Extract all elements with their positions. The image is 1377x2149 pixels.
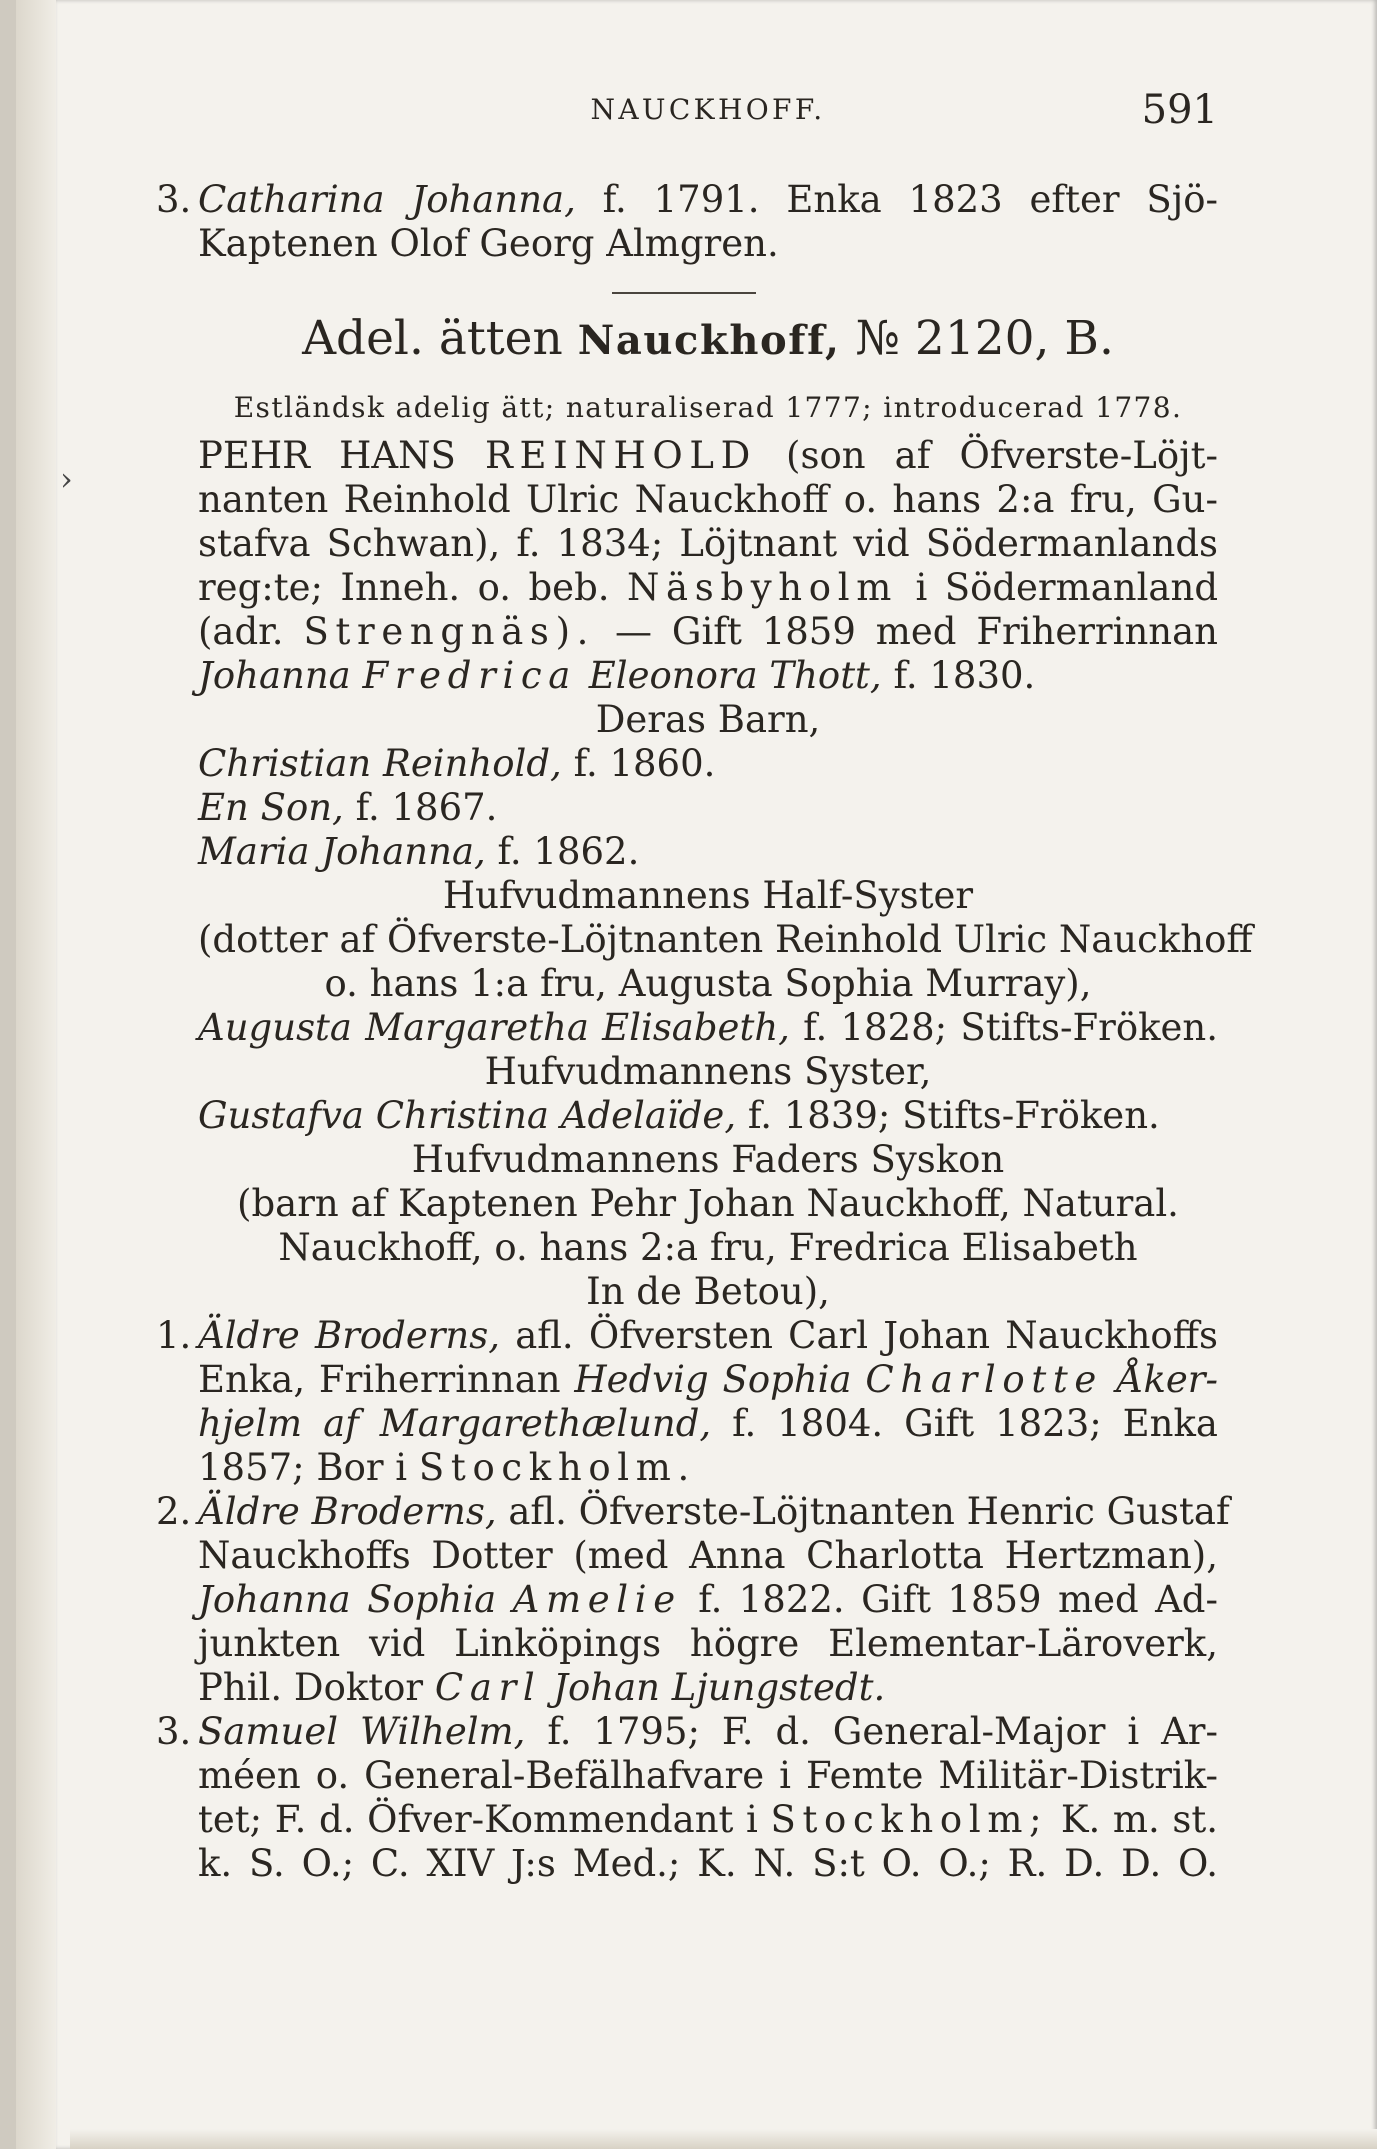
page-number: 591 <box>1141 87 1218 133</box>
book-spine <box>0 0 16 2149</box>
entry-3-line-2: Kaptenen Olof Georg Almgren. <box>198 222 779 265</box>
fathers-siblings-line-3: In de Betou), <box>586 1270 830 1313</box>
sibling-1-line-1: 1. Äldre Broderns, afl. Öfversten Carl Johan Nauckhoffs <box>156 1314 1218 1357</box>
sibling-3-line-3: tet; F. d. Öfver-Kommendant i Stockholm; K. m. st. <box>198 1798 1219 1841</box>
half-sister-entry: Augusta Margaretha Elisabeth, f. 1828; Stifts-Fröken. <box>198 1006 1219 1049</box>
half-sister-line-1: (dotter af Öfverste-Löjtnanten Reinhold Ulric Nauckhoff <box>198 918 1253 961</box>
head-line-1: PEHR HANS REINHOLD (son af Öfverste-Löjt- <box>198 434 1218 477</box>
section-divider <box>612 292 756 294</box>
fathers-siblings-line-2: Nauckhoff, o. hans 2:a fru, Fredrica Elisabeth <box>278 1226 1138 1269</box>
head-line-4: reg:te; Inneh. o. beb. Näsbyholm i Södermanland <box>198 566 1218 609</box>
head-line-6: Johanna Fredrica Eleonora Thott, f. 1830. <box>198 654 1036 697</box>
fathers-siblings-heading: Hufvudmannens Faders Syskon <box>411 1138 1005 1181</box>
child-3: Maria Johanna, f. 1862. <box>198 830 640 873</box>
half-sister-heading: Hufvudmannens Half-Syster <box>442 874 974 917</box>
child-2: En Son, f. 1867. <box>198 786 498 829</box>
child-1: Christian Reinhold, f. 1860. <box>198 742 716 785</box>
sibling-1-line-2: Enka, Friherrinnan Hedvig Sophia Charlotte Åker- <box>198 1358 1218 1401</box>
sibling-3-line-4: k. S. O.; C. XIV J:s Med.; K. N. S:t O. O.; R. D. D. O. <box>198 1842 1218 1885</box>
entry-3-line-1: 3. Catharina Johanna, f. 1791. Enka 1823 efter Sjö- <box>156 178 1218 221</box>
sibling-2-line-3: Johanna Sophia Amelie f. 1822. Gift 1859 med Ad- <box>198 1578 1218 1621</box>
sibling-2-line-4: junkten vid Linköpings högre Elementar-Läroverk, <box>198 1622 1218 1665</box>
running-head <box>198 88 1218 132</box>
head-line-5: (adr. Strengnäs). — Gift 1859 med Friherrinnan <box>198 610 1218 653</box>
sibling-2-line-5: Phil. Doktor Carl Johan Ljungstedt. <box>198 1666 886 1709</box>
children-heading: Deras Barn, <box>595 698 821 741</box>
sibling-1-line-3: hjelm af Margarethælund, f. 1804. Gift 1823; Enka <box>198 1402 1218 1445</box>
head-line-3: stafva Schwan), f. 1834; Löjtnant vid Södermanlands <box>198 522 1218 565</box>
half-sister-line-2: o. hans 1:a fru, Augusta Sophia Murray), <box>324 962 1092 1005</box>
page-bottom-edge <box>70 2129 1377 2149</box>
family-title: Adel. ätten Nauckhoff, № 2120, B. <box>302 311 1114 366</box>
margin-mark: › <box>60 460 73 498</box>
sibling-3-line-1: 3. Samuel Wilhelm, f. 1795; F. d. General-Major i Ar- <box>156 1710 1218 1753</box>
family-subtitle: Estländsk adelig ätt; naturaliserad 1777; introducerad 1778. <box>233 391 1183 424</box>
sibling-2-line-1: 2. Äldre Broderns, afl. Öfverste-Löjtnanten Henric Gustaf <box>156 1490 1230 1533</box>
sibling-2-line-2: Nauckhoffs Dotter (med Anna Charlotta Hertzman), <box>198 1534 1218 1577</box>
page-gutter <box>16 0 56 2149</box>
sister-entry: Gustafva Christina Adelaïde, f. 1839; Stifts-Fröken. <box>198 1094 1160 1137</box>
running-head-title: NAUCKHOFF. <box>590 93 826 126</box>
fathers-siblings-line-1: (barn af Kaptenen Pehr Johan Nauckhoff, Natural. <box>237 1182 1179 1225</box>
head-line-2: nanten Reinhold Ulric Nauckhoff o. hans 2:a fru, Gu- <box>198 478 1218 521</box>
sibling-1-line-4: 1857; Bor i Stockholm. <box>198 1446 696 1489</box>
sibling-3-line-2: méen o. General-Befälhafvare i Femte Militär-Distrik- <box>198 1754 1218 1797</box>
sister-heading: Hufvudmannens Syster, <box>484 1050 932 1093</box>
